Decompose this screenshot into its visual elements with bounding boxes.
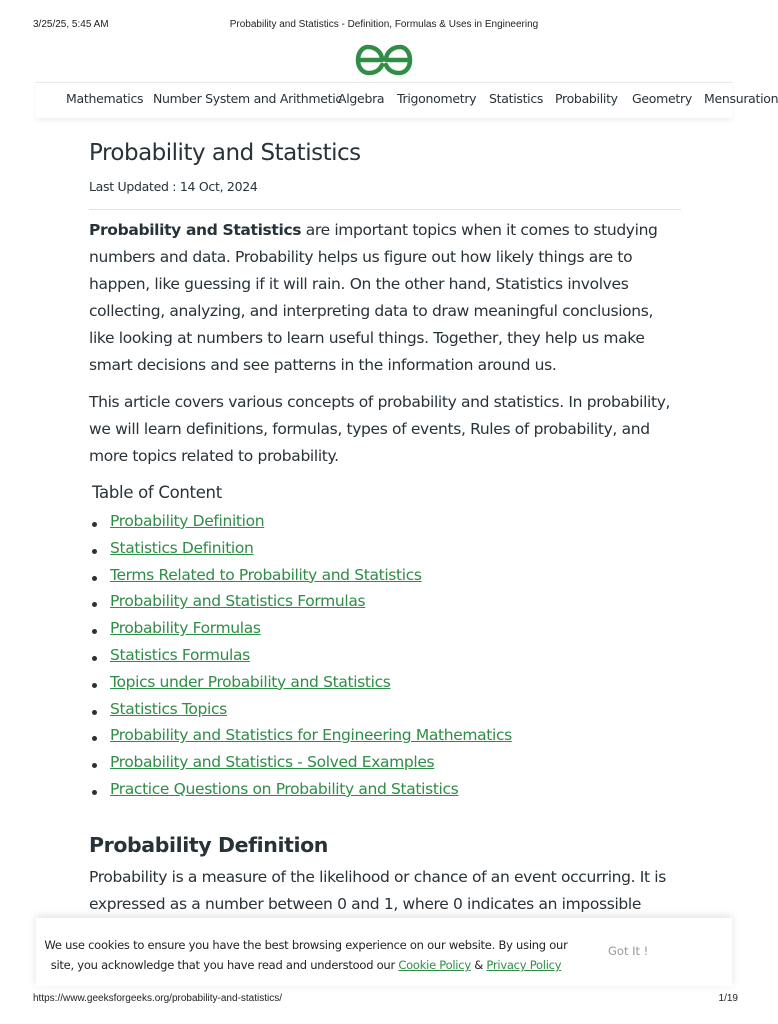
toc-link-probability-definition[interactable]: Probability Definition [110, 512, 265, 530]
nav-probability[interactable]: Probability [555, 91, 618, 106]
print-footer [0, 993, 768, 1007]
toc-link-engineering[interactable]: Probability and Statistics for Engineering Mathematics [110, 726, 512, 745]
print-doc-title: Probability and Statistics - Definition, Formulas & Uses in Engineering [229, 19, 539, 30]
table-of-contents [92, 512, 512, 807]
toc-link-practice-questions[interactable]: Practice Questions on Probability and Statistics [110, 779, 459, 798]
toc-link-probability-formulas[interactable]: Probability Formulas [110, 619, 261, 638]
nav-geometry[interactable]: Geometry [632, 91, 692, 106]
toc-link-topics[interactable]: Topics under Probability and Statistics [110, 672, 391, 691]
toc-item [92, 726, 512, 753]
toc-item [92, 700, 512, 727]
toc-link-statistics-topics[interactable]: Statistics Topics [110, 699, 227, 718]
toc-title: Table of Content [92, 483, 222, 502]
intro-bold: Probability and Statistics [89, 221, 302, 239]
privacy-policy-link[interactable]: Privacy Policy [486, 958, 562, 972]
nav-number-system[interactable]: Number System and Arithmetic [153, 91, 342, 106]
nav-algebra[interactable]: Algebra [338, 91, 385, 106]
page-title: Probability and Statistics [89, 140, 361, 166]
overview-paragraph: This article covers various concepts of probability and statistics. In probability, we will learn definitions, formulas, types of events, Rules of probability, and more topics related to probability. [89, 393, 671, 465]
toc-item [92, 619, 512, 646]
cookie-message [36, 935, 576, 975]
nav-mensuration[interactable]: Mensuration [704, 91, 778, 106]
category-nav [36, 82, 778, 118]
toc-item [92, 539, 512, 566]
toc-link-terms[interactable]: Terms Related to Probability and Statistics [110, 565, 422, 584]
print-header [0, 19, 768, 33]
cookie-consent-bar [36, 918, 732, 986]
last-updated: Last Updated : 14 Oct, 2024 [89, 179, 258, 194]
toc-item [92, 673, 512, 700]
section-heading-probability-definition: Probability Definition [89, 833, 328, 857]
nav-statistics[interactable]: Statistics [489, 91, 544, 106]
print-url: https://www.geeksforgeeks.org/probability-and-statistics/ [33, 993, 282, 1004]
toc-item [92, 780, 512, 807]
cookie-text: We use cookies to ensure you have the best browsing experience on our website. By using our site, you acknowledge that you have read and understood our [44, 938, 568, 972]
cookie-policy-link[interactable]: Cookie Policy [398, 958, 471, 972]
toc-item [92, 753, 512, 780]
toc-item [92, 646, 512, 673]
title-divider [89, 209, 681, 210]
toc-item [92, 592, 512, 619]
toc-item [92, 512, 512, 539]
print-date: 3/25/25, 5:45 AM [33, 19, 109, 30]
geeksforgeeks-logo-icon[interactable] [355, 44, 413, 76]
toc-link-solved-examples[interactable]: Probability and Statistics - Solved Examples [110, 753, 435, 772]
toc-link-statistics-formulas[interactable]: Statistics Formulas [110, 645, 250, 664]
toc-item [92, 566, 512, 593]
nav-trigonometry[interactable]: Trigonometry [397, 91, 477, 106]
toc-link-statistics-definition[interactable]: Statistics Definition [110, 538, 254, 557]
print-page-count: 1/19 [718, 993, 738, 1004]
cookie-amp: & [470, 958, 487, 972]
toc-link-formulas[interactable]: Probability and Statistics Formulas [110, 592, 366, 611]
intro-text: are important topics when it comes to studying numbers and data. Probability helps us figure out how likely things are to happen, like guessing if it will rain. On the other hand, Statistics involves collecting, analyzing, and interpreting data to draw meaningful conclusions, like looking at numbers to learn useful things. Together, they help us make smart decisions and see patterns in the information around us. [89, 221, 658, 374]
got-it-button[interactable]: Got It ! [608, 944, 649, 958]
nav-mathematics[interactable]: Mathematics [66, 91, 144, 106]
probability-definition-paragraph: Probability is a measure of the likelihood or chance of an event occurring. It is expressed as a number between 0 and 1, where 0 indicates an impossible [89, 868, 666, 913]
intro-paragraph [89, 217, 679, 379]
